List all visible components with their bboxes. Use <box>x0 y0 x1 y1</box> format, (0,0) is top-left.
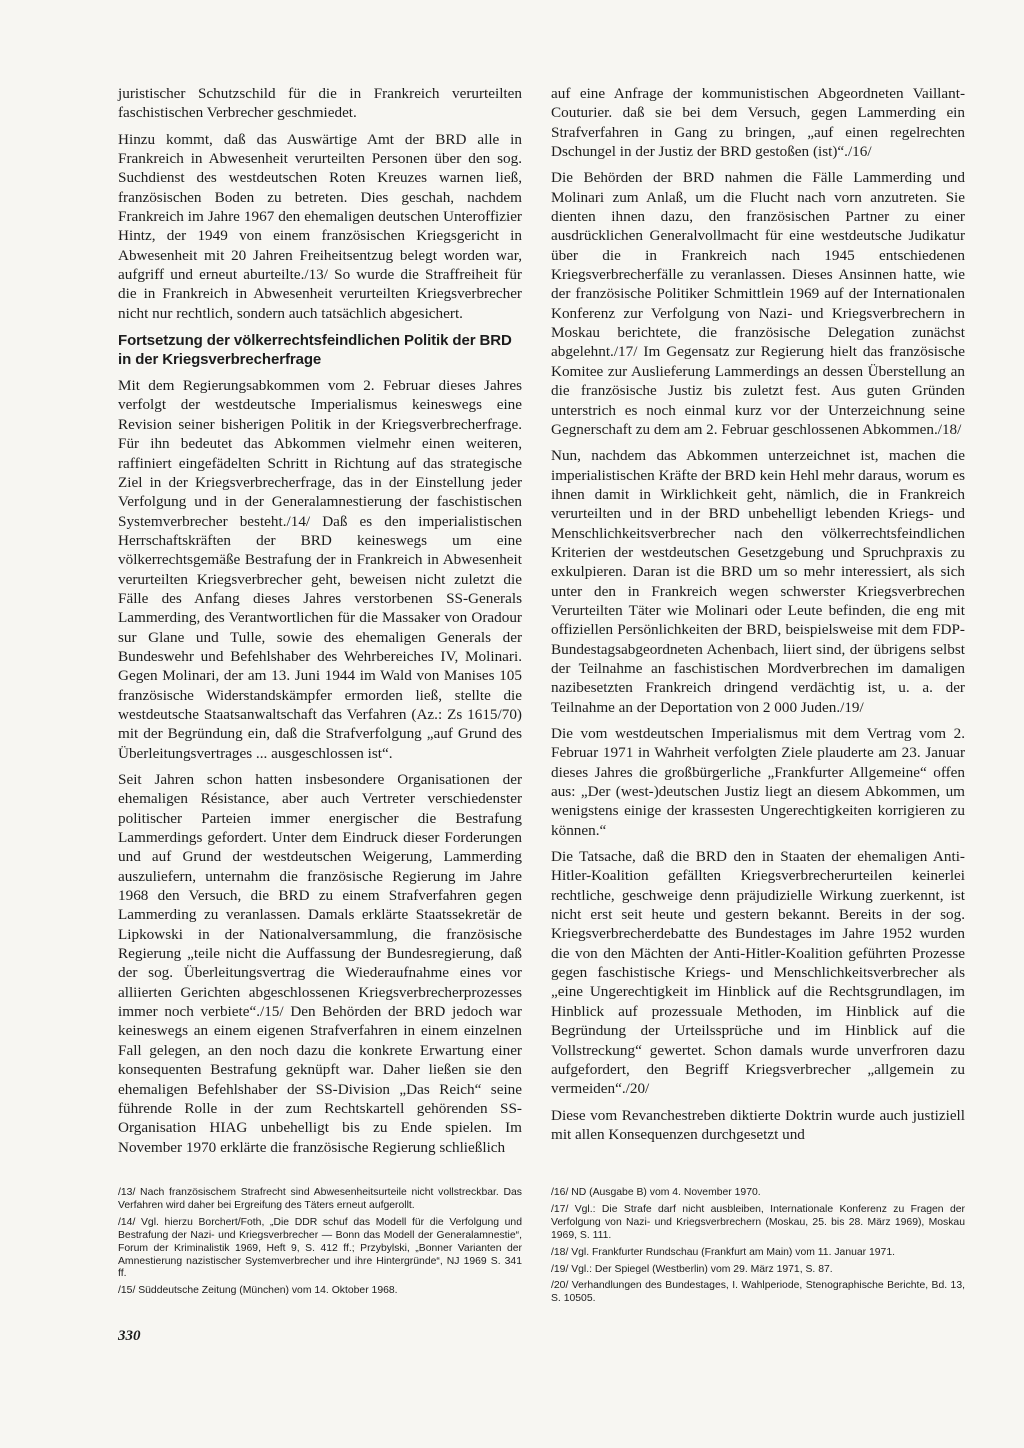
footnote: /18/ Vgl. Frankfurter Rundschau (Frankfurt am Main) vom 11. Januar 1971. <box>551 1246 896 1258</box>
footnote: /19/ Vgl.: Der Spiegel (Westberlin) vom 29. März 1971, S. 87. <box>551 1263 833 1275</box>
paragraph: Nun, nachdem das Abkommen unterzeichnet ist, machen die imperialistischen Kräfte der BRD kein Hehl mehr daraus, worum es ihnen damit in Wirklichkeit geht, nämlich, die in Frankreich verurteilten und in der BRD unbehelligt lebenden Kriegs- und Menschlichkeitsverbrecher nach den völkerrechtsfeindlichen Kriterien der westdeutschen Gesetzgebung und Spruchpraxis zu exkulpieren. Daran ist die BRD um so mehr interessiert, als sich unter den in Frankreich wegen schwerster Kriegsverbrechen Verurteilten Täter wie Molinari oder Leute befinden, die eng mit offiziellen Persönlichkeiten der BRD, beispielsweise mit dem FDP-Bundestagsabgeordneten Achenbach, liiert sind, der übrigens selbst der Teilnahme an faschistischen Mordverbrechen im damaligen nazibesetzten Frankreich dringend verdächtig ist, u. a. der Teilnahme an der Deportation von 2 000 Juden./19/ <box>551 447 965 716</box>
page-number: 330 <box>118 1328 141 1344</box>
footnote: /13/ Nach französischem Strafrecht sind Abwesenheitsurteile nicht vollstreckbar. Das Verfahren wird daher bei Ergreifung des Täters erneut aufgerollt. <box>118 1187 522 1211</box>
footnote: /14/ Vgl. hierzu Borchert/Foth, „Die DDR schuf das Modell für die Verfolgung und Bestrafung der Nazi- und Kriegsverbrecher — Bonn das Modell der Generalamnestie“, Forum der Kriminalistik 1969, Heft 9, S. 412 ff.; Przybylski, „Bonner Varianten der Amnestierung nazistischer Systemverbrecher und ihre Hintergründe“, NJ 1969 S. 341 ff. <box>118 1216 522 1280</box>
paragraph: auf eine Anfrage der kommunistischen Abgeordneten Vaillant-Couturier. daß sie bei dem Versuch, gegen Lammerding ein Strafverfahren in Gang zu bringen, „auf einen regelrechten Dschungel in der Justiz der BRD gestoßen (ist)“./16/ <box>551 85 965 161</box>
paragraph: Die vom westdeutschen Imperialismus mit dem Vertrag vom 2. Februar 1971 in Wahrheit verfolgten Ziele plauderte am 23. Januar dieses Jahres die großbürgerliche „Frankfurter Allgemeine“ offen aus: „Der (west-)deutschen Justiz liegt an diesem Abkommen, um wenigstens einige der krassesten Ungerechtigkeiten korrigieren zu können.“ <box>551 725 965 839</box>
right-column <box>551 84 965 1151</box>
left-column <box>118 84 522 1164</box>
paragraph: Diese vom Revanchestreben diktierte Doktrin wurde auch justiziell mit allen Konsequenzen durchgesetzt und <box>551 1106 965 1143</box>
paragraph: Mit dem Regierungsabkommen vom 2. Februar dieses Jahres verfolgt der westdeutsche Imperialismus keineswegs eine Revision seiner bisherigen Politik in der Kriegsverbrecherfrage. Für ihn bedeutet das Abkommen vielmehr einen weiteren, raffiniert eingefädelten Schritt in Richtung auf das strategische Ziel in der Kriegsverbrecherfrage, das in der Einstellung jeder Verfolgung und in der Generalamnestierung der faschistischen Systemverbrecher besteht./14/ Daß es den imperialistischen Herrschaftskräften der BRD keineswegs um eine völkerrechtsgemäße Bestrafung der in Frankreich in Abwesenheit verurteilten Kriegsverbrecher geht, beweisen nicht zuletzt die Fälle des Anfang dieses Jahres verstorbenen SS-Generals Lammerding, des Verantwortlichen für die Massaker von Oradour sur Glane und Tulle, sowie des ehemaligen Generals der Bundeswehr und Befehlshaber des Wehrbereiches IV, Molinari. Gegen Molinari, der am 13. Juni 1944 im Wald von Manises 105 französische Widerstandskämpfer ermorden ließ, stellte die westdeutsche Staatsanwaltschaft das Verfahren (Az.: Zs 1615/70) mit der Begründung ein, daß die Strafverfolgung „auf Grund des Überleitungsvertrages ... ausgeschlossen ist“. <box>118 377 522 762</box>
paragraph: Seit Jahren schon hatten insbesondere Organisationen der ehemaligen Résistance, aber auch Vertreter verschiedenster politischer Parteien immer energischer die Bestrafung Lammerdings gefordert. Unter dem Eindruck dieser Forderungen und auf Grund der westdeutschen Weigerung, Lammerding auszuliefern, unternahm die französische Regierung im Jahre 1968 den Versuch, die BRD zu einem Strafverfahren gegen Lammerding zu veranlassen. Damals erklärte Staatssekretär de Lipkowski in der Nationalversammlung, die französische Regierung „teile nicht die Auffassung der Bundesregierung, daß der sog. Überleitungsvertrag die Wiederaufnahme eines vor alliierten Gerichten abgeschlossenen Kriegsverbrecherprozesses immer noch verbiete“./15/ Den Behörden der BRD jedoch war keineswegs an einem eigenen Strafverfahren in einem einzelnen Fall gelegen, an den noch dazu die konkrete Erwartung einer konsequenten Bestrafung geknüpft war. Daher ließen sie den ehemaligen Befehlshaber der SS-Division „Das Reich“ seine führende Rolle in der zum Rechtskartell gehörenden SS-Organisation HIAG unbehelligt bis zu Ende spielen. Im November 1970 erklärte die französische Regierung schließlich <box>118 771 522 1156</box>
footnote: /15/ Süddeutsche Zeitung (München) vom 14. Oktober 1968. <box>118 1285 398 1297</box>
footnote: /16/ ND (Ausgabe B) vom 4. November 1970. <box>551 1187 761 1198</box>
paragraph: juristischer Schutzschild für die in Frankreich verurteilten faschistischen Verbrecher geschmiedet. <box>118 85 522 122</box>
paragraph: Die Behörden der BRD nahmen die Fälle Lammerding und Molinari zum Anlaß, um die Flucht nach vorn anzutreten. Sie dienten ihnen dazu, den französischen Partner zu einer ausdrücklichen Generalvollmacht für eine westdeutsche Judikatur über die in Frankreich nach 1945 entschiedenen Kriegsverbrecherfälle zu veranlassen. Dieses Ansinnen hatte, wie der französische Politiker Schmittlein 1969 auf der Internationalen Konferenz zur Verfolgung von Nazi- und Kriegsverbrechern in Moskau berichtete, die französische Delegation zunächst abgelehnt./17/ Im Gegensatz zur Regierung hielt das französische Komitee zur Auslieferung Lammerdings an dessen Überstellung an die französische Justiz bis zuletzt fest. Aus guten Gründen unterstrich es noch einmal kurz vor der Unterzeichnung seine Gegnerschaft zu dem am 2. Februar geschlossenen Abkommen./18/ <box>551 169 965 438</box>
section-heading: Fortsetzung der völkerrechtsfeindlichen Politik der BRD in der Kriegsverbrecherfrage <box>118 332 512 369</box>
paragraph: Die Tatsache, daß die BRD den in Staaten der ehemaligen Anti-Hitler-Koalition gefällten Kriegsverbrecherurteilen keinerlei rechtliche, geschweige denn präjudizielle Wirkung zuerkennt, ist nicht erst seit heute und gestern bekannt. Bereits in der sog. Kriegsverbrecherdebatte des Bundestages im Jahre 1952 wurden die von den Mächten der Anti-Hitler-Koalition geführten Prozesse gegen faschistische Kriegs- und Menschlichkeitsverbrecher als „eine Ungerechtigkeit im Hinblick auf die Rechtsgrundlagen, im Hinblick auf prozessuale Methoden, im Hinblick auf die Begründung der Urteilssprüche und im Hinblick auf die Vollstreckung“ gewertet. Schon damals wurde unverfroren dazu aufgefordert, den Begriff Kriegsverbrecher „allgemein zu vermeiden“./20/ <box>551 848 965 1098</box>
footnotes-right <box>551 1187 965 1310</box>
footnotes-left <box>118 1187 522 1302</box>
footnote: /20/ Verhandlungen des Bundestages, I. Wahlperiode, Stenographische Berichte, Bd. 13, S. 10505. <box>551 1280 965 1305</box>
footnote: /17/ Vgl.: Die Strafe darf nicht ausbleiben, Internationale Konferenz zu Fragen der Verfolgung von Nazi- und Kriegsverbrechern (Moskau, 25. bis 28. März 1969), Moskau 1969, S. 111. <box>551 1203 965 1241</box>
paragraph: Hinzu kommt, daß das Auswärtige Amt der BRD alle in Frankreich in Abwesenheit verurteilten Personen über den sog. Suchdienst des westdeutschen Roten Kreuzes warnen ließ, französischen Boden zu betreten. Dies geschah, nachdem Frankreich im Jahre 1967 den ehemaligen deutschen Unteroffizier Hintz, der 1949 von einem französischen Kriegsgericht in Abwesenheit mit 20 Jahren Freiheitsentzug belegt worden war, aufgriff und erneut aburteilte./13/ So wurde die Straffreiheit für die in Frankreich in Abwesenheit verurteilten Kriegsverbrecher nicht nur rechtlich, sondern auch tatsächlich abgesichert. <box>118 130 522 322</box>
